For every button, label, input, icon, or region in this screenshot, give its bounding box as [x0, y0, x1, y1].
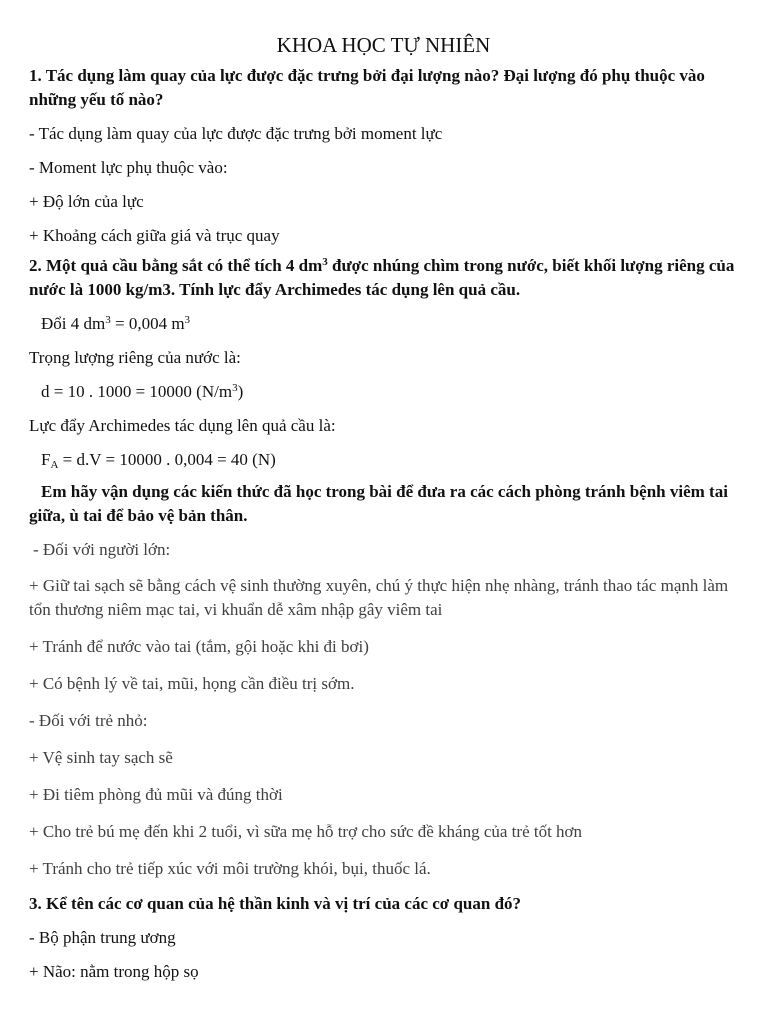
- force-subscript: A: [50, 459, 59, 471]
- answer-1-line-3: + Độ lớn của lực: [29, 192, 144, 211]
- conversion-part-2: = 0,004 m: [110, 314, 185, 333]
- adult-tip-1: + Giữ tai sạch sẽ bằng cách vệ sinh thường xuyên, chú ý thực hiện nhẹ nhàng, tránh thao tác mạnh làm tổn thương niêm mạc tai, vi khuẩn dễ xâm nhập gây viêm tai: [29, 576, 729, 619]
- document-title: KHOA HỌC TỰ NHIÊN: [276, 33, 491, 57]
- child-tip-2: + Đi tiêm phòng đủ mũi và đúng thời: [29, 785, 283, 804]
- question-1: 1. Tác dụng làm quay của lực được đặc trưng bởi đại lượng nào? Đại lượng đó phụ thuộc vào những yếu tố nào?: [29, 66, 705, 109]
- answer-1-line-2: - Moment lực phụ thuộc vào:: [29, 158, 228, 177]
- weight-formula-close: ): [237, 382, 244, 401]
- weight-label: Trọng lượng riêng của nước là:: [29, 348, 241, 367]
- adult-tip-2: + Tránh để nước vào tai (tắm, gội hoặc khi đi bơi): [29, 637, 369, 656]
- force-formula: [29, 448, 738, 472]
- conversion-line: [29, 312, 738, 336]
- weight-formula-sup: 3: [232, 382, 238, 394]
- answer-1-line-1: - Tác dụng làm quay của lực được đặc trưng bởi moment lực: [29, 124, 443, 143]
- child-tip-3: + Cho trẻ bú mẹ đến khi 2 tuổi, vì sữa mẹ hỗ trợ cho sức đề kháng của trẻ tốt hơn: [29, 822, 583, 841]
- conversion-sup-1: 3: [105, 314, 111, 326]
- question-2-part-2: được nhúng chìm trong nước, biết khối lượng riêng của nước là 1000 kg/m3. Tính lực đẩy Archimedes tác dụng lên quả cầu.: [29, 256, 735, 299]
- weight-formula-text: d = 10 . 1000 = 10000 (N/m: [41, 382, 233, 401]
- force-symbol: F: [41, 450, 51, 469]
- adults-label: - Đối với người lớn:: [33, 540, 171, 559]
- question-ear: Em hãy vận dụng các kiến thức đã học trong bài để đưa ra các cách phòng tránh bệnh viêm tai giữa, ù tai để bảo vệ bản thân.: [29, 482, 728, 525]
- question-2-superscript: 3: [322, 256, 328, 268]
- children-label: - Đối với trẻ nhỏ:: [29, 711, 148, 730]
- question-2-part-1: 2. Một quả cầu bằng sắt có thể tích 4 dm: [29, 256, 323, 275]
- question-3: 3. Kể tên các cơ quan của hệ thần kinh và vị trí của các cơ quan đó?: [29, 894, 522, 913]
- force-label: Lực đẩy Archimedes tác dụng lên quả cầu là:: [29, 416, 336, 435]
- answer-1-line-4: + Khoảng cách giữa giá và trục quay: [29, 226, 280, 245]
- child-tip-4: + Tránh cho trẻ tiếp xúc với môi trường khói, bụi, thuốc lá.: [29, 859, 431, 878]
- conversion-sup-2: 3: [184, 314, 191, 326]
- answer-3-line-2: + Não: nằm trong hộp sọ: [29, 962, 199, 981]
- child-tip-1: + Vệ sinh tay sạch sẽ: [29, 748, 173, 767]
- answer-3-line-1: - Bộ phận trung ương: [29, 928, 176, 947]
- weight-formula: [29, 380, 738, 404]
- conversion-part-1: Đổi 4 dm: [41, 314, 106, 333]
- question-2: [29, 254, 738, 302]
- adult-tip-3: + Có bệnh lý về tai, mũi, họng cần điều trị sớm.: [29, 674, 355, 693]
- force-formula-text: = d.V = 10000 . 0,004 = 40 (N): [58, 450, 276, 469]
